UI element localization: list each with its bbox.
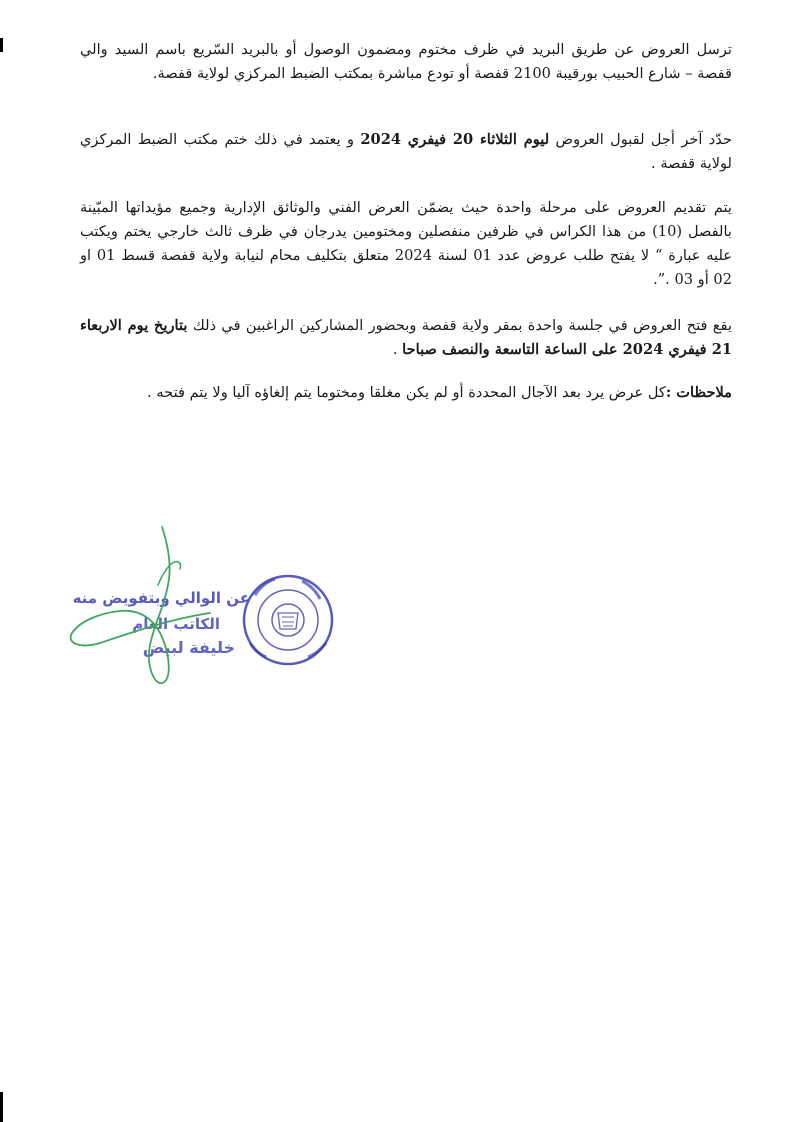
paragraph-submission-format bbox=[80, 196, 732, 292]
opening-date: بتاريخ يوم الاربعاء 21 فيفري 2024 على الساعة التاسعة والنصف صباحا bbox=[80, 317, 732, 358]
paragraph-text: يتم تقديم العروض على مرحلة واحدة حيث يضمّن العرض الفني والوثائق الإدارية وجميع مؤيداتها المبّينة بالفصل (10) من هذا الكراس في ظرفين منفصلين ومختومين يدرجان في ظرف ثالث خارجي يختم ويكتب عليه عبارة “ لا يفتح طلب عروض عدد 01 لسنة 2024 متعلق بتكليف محام لنيابة ولاية قفصة قسط 01 او 02 أو 03 .”. bbox=[80, 199, 732, 288]
notes-label: ملاحظات : bbox=[665, 384, 732, 401]
paragraph-content bbox=[80, 314, 732, 362]
deadline-outro: و يعتمد في ذلك ختم مكتب الضبط المركزي لولاية قفصة . bbox=[80, 131, 732, 172]
deadline-date: ليوم الثلاثاء 20 فيفري 2024 bbox=[360, 131, 550, 148]
paragraph-content bbox=[80, 128, 732, 176]
margin-mark-top bbox=[0, 38, 3, 52]
paragraph-opening-session bbox=[80, 314, 732, 362]
deadline-intro: حدّد آخر أجل لقبول العروض bbox=[549, 131, 732, 148]
margin-mark-bottom bbox=[0, 1092, 3, 1122]
paragraph-content bbox=[80, 381, 732, 405]
paragraph-notes bbox=[80, 381, 732, 405]
round-seal bbox=[244, 576, 332, 664]
opening-outro: . bbox=[392, 341, 403, 358]
paragraph-submission-method bbox=[80, 38, 732, 86]
paragraph-text: ترسل العروض عن طريق البريد في ظرف مختوم ومضمون الوصول أو بالبريد السّريع باسم السيد والي قفصة – شارع الحبيب بورقيبة 2100 قفصة أو تودع مباشرة بمكتب الضبط المركزي لولاية قفصة. bbox=[80, 41, 732, 82]
paragraph-deadline bbox=[80, 128, 732, 176]
official-stamp-signature bbox=[50, 525, 350, 695]
opening-intro: يقع فتح العروض في جلسة واحدة بمقر ولاية قفصة وبحضور المشاركين الراغبين في ذلك bbox=[187, 317, 733, 334]
notes-text: كل عرض يرد بعد الآجال المحددة أو لم يكن مغلقا ومختوما يتم إلغاؤه آليا ولا يتم فتحه . bbox=[147, 384, 666, 401]
stamp-signature-graphic bbox=[50, 525, 350, 695]
stamp-line-1: عن الوالي وبتفويض منه bbox=[72, 589, 250, 607]
stamp-line-2: الكاتب العام bbox=[132, 615, 220, 633]
stamp-line-3: خليفة لبيض bbox=[142, 638, 235, 657]
